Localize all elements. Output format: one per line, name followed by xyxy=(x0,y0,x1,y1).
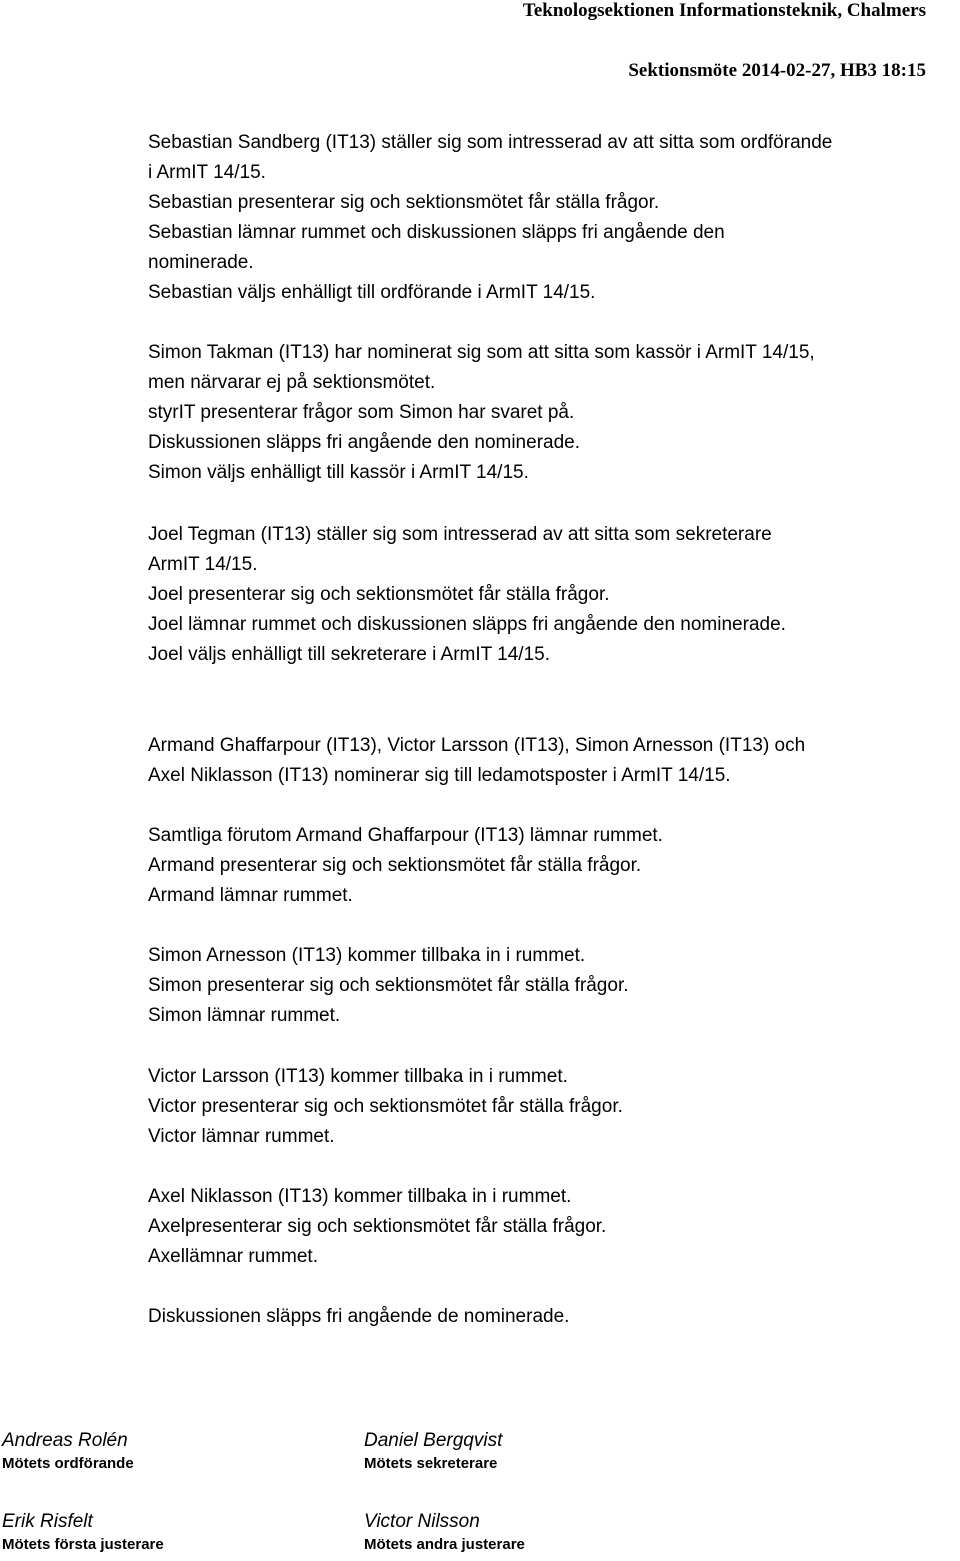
minutes-paragraph xyxy=(148,821,960,911)
paragraph-line: Victor Larsson (IT13) kommer tillbaka in i rummet. xyxy=(148,1066,568,1087)
signature-name: Andreas Rolén xyxy=(2,1430,128,1451)
paragraph-line: Sebastian presenterar sig och sektionsmötet får ställa frågor. xyxy=(148,192,660,213)
minutes-paragraph xyxy=(148,520,960,670)
paragraph-line: Sebastian lämnar rummet och diskussionen släpps fri angående den xyxy=(148,222,725,243)
paragraph-line: Axelpresenterar sig och sektionsmötet får ställa frågor. xyxy=(148,1216,607,1237)
paragraph-line: Victor lämnar rummet. xyxy=(148,1126,335,1147)
signature-name: Erik Risfelt xyxy=(2,1511,93,1532)
paragraph-line: Joel väljs enhälligt till sekreterare i ArmIT 14/15. xyxy=(148,644,550,665)
paragraph-line: Sebastian väljs enhälligt till ordförande i ArmIT 14/15. xyxy=(148,282,596,303)
paragraph-line: Simon väljs enhälligt till kassör i ArmIT 14/15. xyxy=(148,462,529,483)
paragraph-line: Axellämnar rummet. xyxy=(148,1246,318,1267)
minutes-paragraph xyxy=(148,941,960,1031)
paragraph-line: Simon Takman (IT13) har nominerat sig som att sitta som kassör i ArmIT 14/15, xyxy=(148,342,815,363)
minutes-paragraph xyxy=(148,731,960,791)
minutes-paragraph xyxy=(148,1302,960,1332)
paragraph-line: Simon Arnesson (IT13) kommer tillbaka in i rummet. xyxy=(148,945,586,966)
header-organization: Teknologsektionen Informationsteknik, Chalmers xyxy=(522,0,926,21)
signature-role: Mötets ordförande xyxy=(2,1455,134,1472)
signature-entry xyxy=(364,1429,502,1475)
signature-role: Mötets första justerare xyxy=(2,1536,164,1553)
minutes-paragraph xyxy=(148,1062,960,1152)
paragraph-line: Sebastian Sandberg (IT13) ställer sig som intresserad av att sitta som ordförande xyxy=(148,132,833,153)
paragraph-line: Simon lämnar rummet. xyxy=(148,1005,341,1026)
paragraph-line: Armand Ghaffarpour (IT13), Victor Larsson (IT13), Simon Arnesson (IT13) och xyxy=(148,735,806,756)
paragraph-line: i ArmIT 14/15. xyxy=(148,162,266,183)
paragraph-line: Joel Tegman (IT13) ställer sig som intresserad av att sitta som sekreterare xyxy=(148,524,772,545)
signature-name: Victor Nilsson xyxy=(364,1511,480,1532)
paragraph-line: nominerade. xyxy=(148,252,254,273)
paragraph-line: Victor presenterar sig och sektionsmötet får ställa frågor. xyxy=(148,1096,623,1117)
paragraph-line: Armand lämnar rummet. xyxy=(148,885,353,906)
header-meeting-info: Sektionsmöte 2014-02-27, HB3 18:15 xyxy=(628,60,926,81)
paragraph-line: Joel lämnar rummet och diskussionen släpps fri angående den nominerade. xyxy=(148,614,786,635)
signature-role: Mötets sekreterare xyxy=(364,1455,498,1472)
paragraph-line: Diskussionen släpps fri angående de nominerade. xyxy=(148,1306,570,1327)
paragraph-line: ArmIT 14/15. xyxy=(148,554,258,575)
minutes-paragraph xyxy=(148,338,960,488)
signature-entry xyxy=(2,1429,134,1475)
signature-name: Daniel Bergqvist xyxy=(364,1430,503,1451)
paragraph-line: styrIT presenterar frågor som Simon har svaret på. xyxy=(148,402,575,423)
paragraph-line: Joel presenterar sig och sektionsmötet får ställa frågor. xyxy=(148,584,610,605)
paragraph-line: Diskussionen släpps fri angående den nominerade. xyxy=(148,432,580,453)
minutes-paragraph xyxy=(148,1182,960,1272)
paragraph-line: men närvarar ej på sektionsmötet. xyxy=(148,372,436,393)
signature-entry xyxy=(2,1510,164,1556)
signature-entry xyxy=(364,1510,525,1556)
paragraph-line: Axel Niklasson (IT13) nominerar sig till ledamotsposter i ArmIT 14/15. xyxy=(148,765,731,786)
paragraph-line: Samtliga förutom Armand Ghaffarpour (IT13) lämnar rummet. xyxy=(148,825,663,846)
paragraph-line: Armand presenterar sig och sektionsmötet får ställa frågor. xyxy=(148,855,642,876)
minutes-paragraph xyxy=(148,128,960,308)
signature-role: Mötets andra justerare xyxy=(364,1536,525,1553)
paragraph-line: Axel Niklasson (IT13) kommer tillbaka in i rummet. xyxy=(148,1186,572,1207)
paragraph-line: Simon presenterar sig och sektionsmötet får ställa frågor. xyxy=(148,975,629,996)
